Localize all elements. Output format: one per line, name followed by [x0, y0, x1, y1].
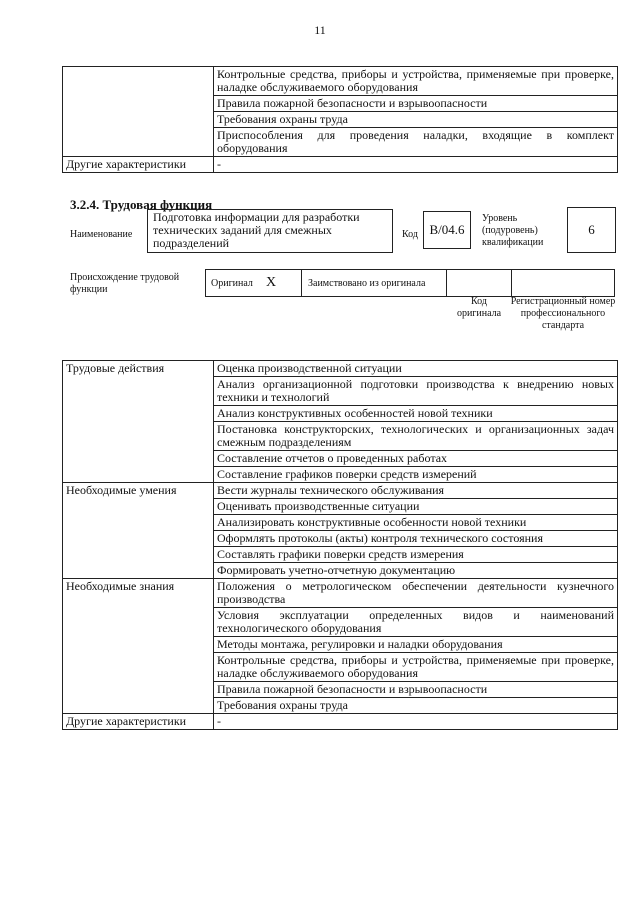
table-row — [63, 157, 618, 173]
row-item: Контрольные средства, приборы и устройства, применяемые при проверке, наладке обслуживаемого оборудования — [214, 67, 618, 96]
code-box — [423, 211, 471, 249]
name-label: Наименование — [70, 229, 133, 240]
origin-label: Происхождение трудовой функции — [70, 272, 180, 295]
row-item: Приспособления для проведения наладки, входящие в комплект оборудования — [214, 128, 618, 157]
row-label: Другие характеристики — [63, 714, 214, 730]
level-label: Уровень (подуровень) квалификации — [482, 213, 544, 248]
row-label — [63, 67, 214, 157]
row-item: Анализ организационной подготовки производства к внедрению новых техники и технологий — [214, 377, 618, 406]
row-item: Оформлять протоколы (акты) контроля технического состояния — [214, 531, 618, 547]
row-item: Анализировать конструктивные особенности новой техники — [214, 515, 618, 531]
table-row — [63, 579, 618, 608]
section-title: 3.2.4. Трудовая функция — [70, 197, 213, 212]
table-row — [63, 67, 618, 96]
reg-number-caption: Регистрационный номер профессионального стандарта — [510, 296, 616, 331]
row-item: Формировать учетно-отчетную документацию — [214, 563, 618, 579]
origin-row — [205, 269, 615, 297]
row-item: Оценка производственной ситуации — [214, 361, 618, 377]
code-original-caption: Код оригинала — [456, 296, 502, 319]
page-number: 11 — [314, 23, 326, 37]
level-value: 6 — [588, 222, 595, 237]
table-row — [63, 483, 618, 499]
row-item: Положения о метрологическом обеспечении деятельности кузнечного производства — [214, 579, 618, 608]
row-item: Правила пожарной безопасности и взрывоопасности — [214, 682, 618, 698]
origin-divider — [301, 270, 302, 296]
top-requirements-table — [62, 66, 618, 173]
row-item: Вести журналы технического обслуживания — [214, 483, 618, 499]
function-details-table — [62, 360, 618, 730]
row-item: Составлять графики поверки средств измерения — [214, 547, 618, 563]
row-label: Необходимые знания — [63, 579, 214, 714]
row-item: Постановка конструкторских, технологических и организационных задач смежным подразделениям — [214, 422, 618, 451]
row-label: Трудовые действия — [63, 361, 214, 483]
row-item: Составление отчетов о проведенных работах — [214, 451, 618, 467]
origin-divider — [446, 270, 447, 296]
row-item: Правила пожарной безопасности и взрывоопасности — [214, 96, 618, 112]
original-mark: X — [266, 275, 277, 290]
function-name-box — [147, 209, 393, 253]
code-value: В/04.6 — [429, 222, 465, 237]
row-item: Требования охраны труда — [214, 698, 618, 714]
row-item: - — [214, 157, 618, 173]
row-item: Составление графиков поверки средств измерений — [214, 467, 618, 483]
row-item: Оценивать производственные ситуации — [214, 499, 618, 515]
original-label: Оригинал — [211, 278, 253, 289]
row-item: - — [214, 714, 618, 730]
borrowed-label: Заимствовано из оригинала — [308, 278, 426, 289]
function-name-value: Подготовка информации для разработки технических заданий для смежных подразделений — [153, 210, 360, 250]
code-label: Код — [402, 229, 418, 240]
table-row — [63, 714, 618, 730]
level-box — [567, 207, 616, 253]
row-label: Другие характеристики — [63, 157, 214, 173]
row-item: Требования охраны труда — [214, 112, 618, 128]
row-item: Анализ конструктивных особенностей новой техники — [214, 406, 618, 422]
row-item: Условия эксплуатации определенных видов и наименований технологического оборудования — [214, 608, 618, 637]
origin-divider — [511, 270, 512, 296]
row-item: Методы монтажа, регулировки и наладки оборудования — [214, 637, 618, 653]
table-row — [63, 361, 618, 377]
row-item: Контрольные средства, приборы и устройства, применяемые при проверке, наладке обслуживаемого оборудования — [214, 653, 618, 682]
row-label: Необходимые умения — [63, 483, 214, 579]
